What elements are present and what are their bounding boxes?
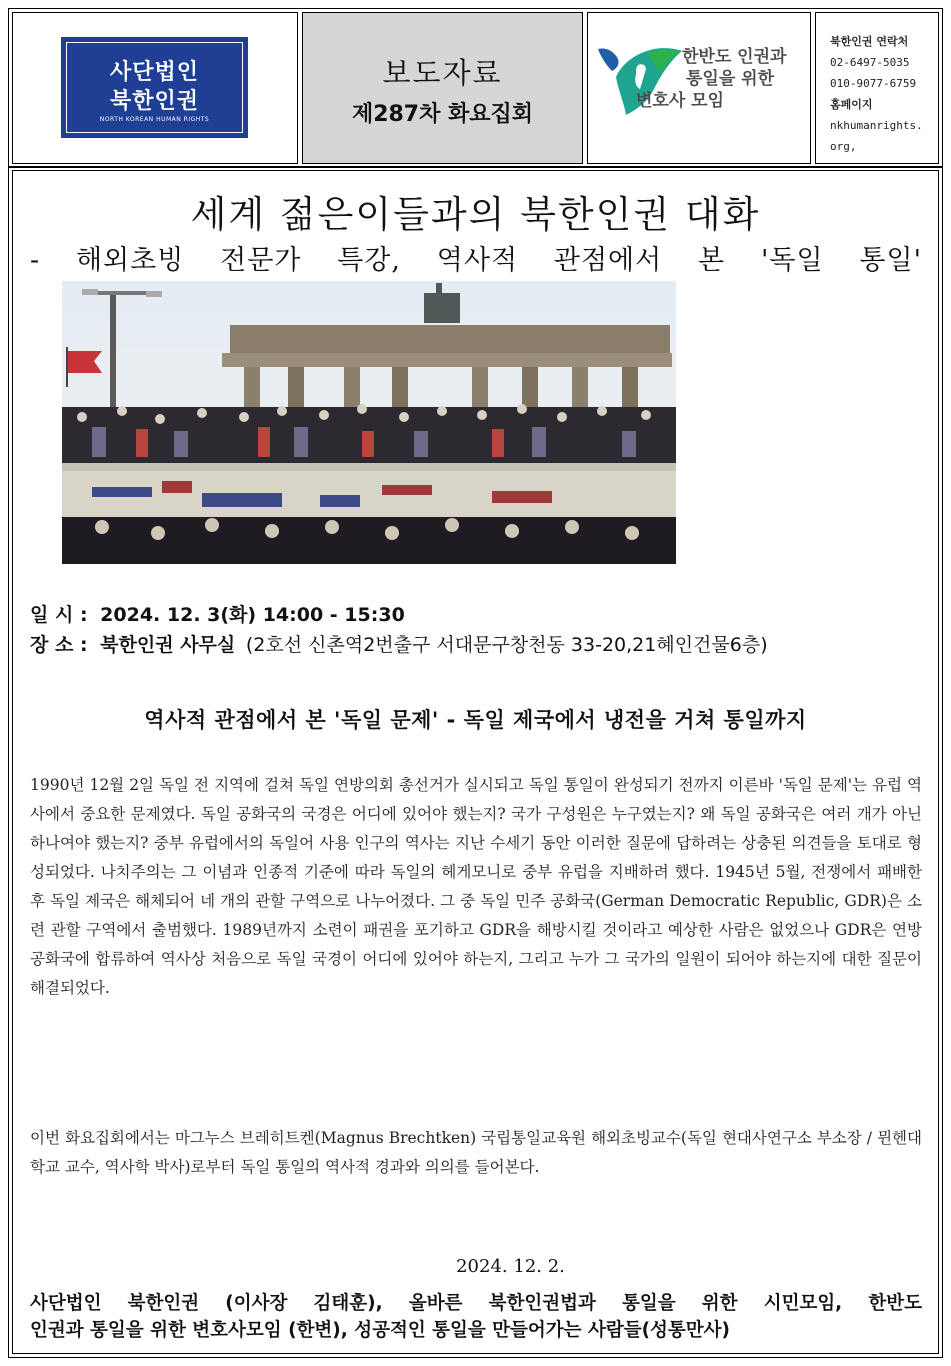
lawyers-logo-line3: 변호사 모임 [636, 91, 725, 111]
page-subtitle: - 해외초빙 전문가 특강, 역사적 관점에서 본 '독일 통일' [30, 245, 922, 276]
contact-block [830, 31, 923, 157]
org-logo-cell [12, 12, 298, 164]
event-date-label: 일 시 : [30, 604, 88, 626]
event-place-label: 장 소 : [30, 634, 88, 656]
lawyers-logo-line1: 한반도 인권과 [682, 47, 787, 67]
body-paragraph-1: 1990년 12월 2일 독일 전 지역에 걸쳐 독일 연방의회 총선거가 실시되고 독일 통일이 완성되기 전까지 이른바 '독일 문제'는 유럽 역사에서 중요한 문제였다. 독일 공화국의 국경은 어디에 있어야 했는지? 국가 구성원은 누구였는지? 왜 독일 공화국은 여러 개가 아닌 하나여야 했는지? 중부 유럽에서의 독일어 사용 인구의 역사는 지난 수세기 동안 이러한 질문에 답하려는 상충된 의견들을 토대로 형성되었다. 나치주의는 그 이념과 인종적 기준에 따라 독일의 헤게모니로 중부 유럽을 지배하려 했다. 1945년 5월, 전쟁에서 패배한 후 독일 제국은 해체되어 네 개의 관할 구역으로 나누어졌다. 그 중 독일 민주 공화국(German Democratic Republic, GDR)은 소련 관할 구역에서 출범했다. 1989년까지 소련이 패권을 포기하고 GDR을 해방시킬 것이라고 예상한 사람은 없었으나 GDR은 연방 공화국에 합류하여 역사상 처음으로 독일 국경이 어디에 있어야 하는지, 그리고 누가 그 국가의 일원이 되어야 하는지에 대한 질문이 해결되었다. [30, 776, 922, 997]
contact-cell [815, 12, 939, 164]
homepage-label: 홈페이지 [830, 98, 873, 111]
homepage-line2: org, [830, 140, 857, 153]
org-logo [61, 37, 248, 138]
body-paragraph-2: 이번 화요집회에서는 마그누스 브레히트켄(Magnus Brechtken) 국립통일교육원 해외초빙교수(독일 현대사연구소 부소장 / 뮌헨대학교 교수, 역사학 박사)로부터 독일 통일의 역사적 경과와 의의를 들어본다. [30, 1129, 922, 1176]
lawyers-logo-cell [587, 12, 811, 164]
release-date: 2024. 12. 2. [456, 1256, 565, 1277]
footer-line2: 인권과 통일을 위한 변호사모임 (한변), 성공적인 통일을 만들어가는 사람들(성통만사) [30, 1320, 730, 1341]
event-date-row [30, 600, 405, 627]
org-logo-line3: NORTH KOREAN HUMAN RIGHTS [99, 116, 210, 123]
event-place-value: 북한인권 사무실 [100, 634, 236, 656]
event-place-row [30, 630, 768, 657]
section-title: 역사적 관점에서 본 '독일 문제' - 독일 제국에서 냉전을 거쳐 통일까지 [144, 708, 807, 732]
lawyers-logo-line2: 통일을 위한 [686, 69, 775, 89]
brandenburg-gate-photo [62, 281, 676, 564]
org-logo-line2: 북한인권 [109, 89, 199, 114]
footer-line1: 사단법인 북한인권 (이사장 김태훈), 올바른 북한인권법과 통일을 위한 시민모임, 한반도 [30, 1293, 922, 1314]
homepage-line1: nkhumanrights. [830, 119, 923, 132]
press-cell [302, 12, 583, 164]
page-title: 세계 젊은이들과의 북한인권 대화 [190, 193, 761, 236]
org-logo-line1: 사단법인 [109, 60, 199, 85]
press-title: 보도자료 [382, 56, 503, 90]
contact-phone2: 010-9077-6759 [830, 77, 917, 90]
contact-label: 북한인권 연락처 [830, 35, 909, 48]
event-date-value: 2024. 12. 3(화) 14:00 - 15:30 [100, 604, 405, 626]
contact-phone1: 02-6497-5035 [830, 56, 910, 69]
press-subtitle: 제287차 화요집회 [351, 102, 534, 127]
event-place-detail: (2호선 신촌역2번출구 서대문구창천동 33-20,21혜인건물6층) [245, 634, 768, 656]
